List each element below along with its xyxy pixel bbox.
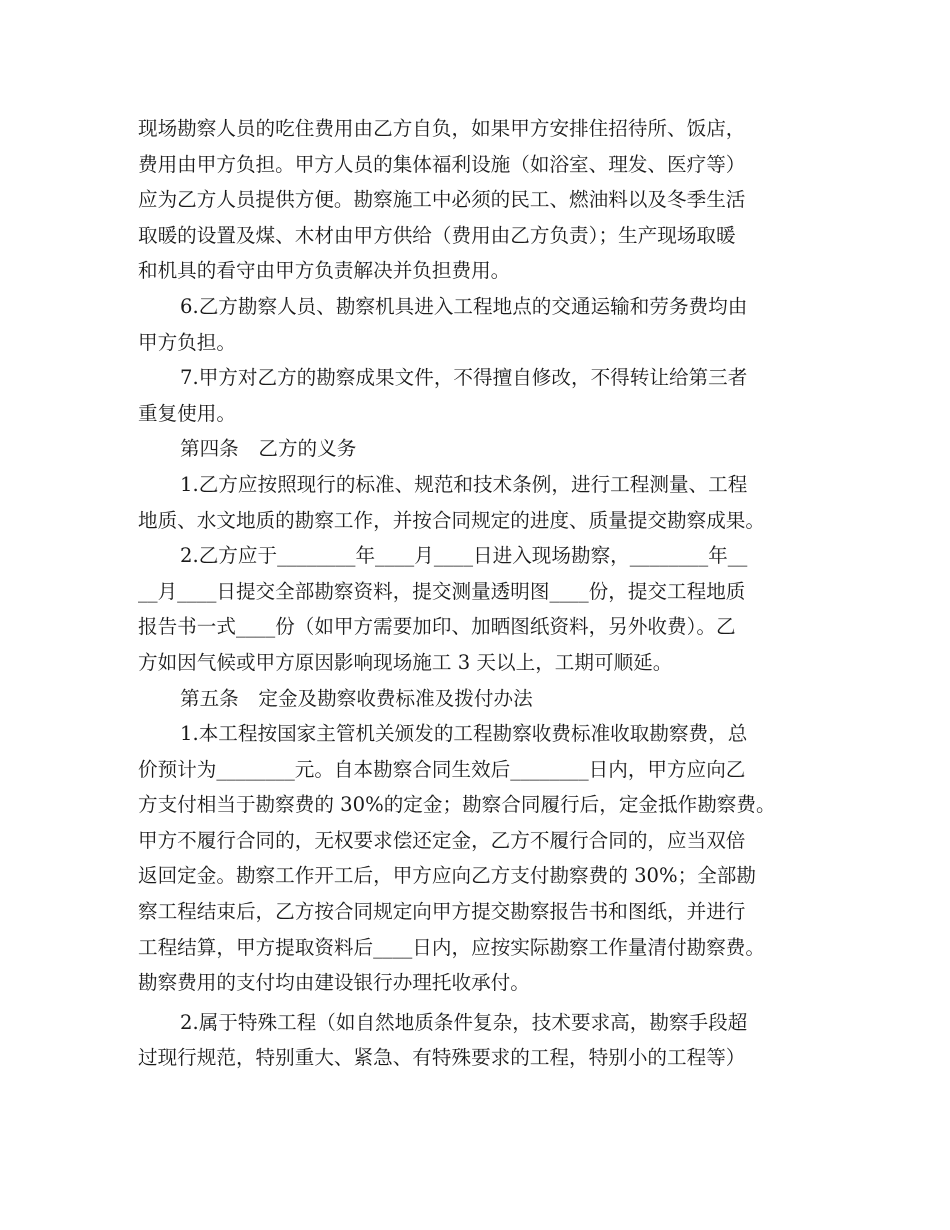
clause-item-1: 1.本工程按国家主管机关颁发的工程勘察收费标准收取勘察费，总: [180, 722, 748, 746]
article-heading-5: 第五条 定金及勘察收费标准及拨付办法: [180, 686, 533, 710]
paragraph-line: __月____日提交全部勘察资料，提交测量透明图____份，提交工程地质: [138, 579, 746, 603]
paragraph-line: 过现行规范，特别重大、紧急、有特殊要求的工程，特别小的工程等）: [138, 1046, 746, 1070]
article-heading-4: 第四条 乙方的义务: [180, 437, 357, 461]
paragraph-line: 方支付相当于勘察费的 30%的定金；勘察合同履行后，定金抵作勘察费。: [138, 793, 776, 817]
paragraph-line: 现场勘察人员的吃住费用由乙方自负，如果甲方安排住招待所、饭店，: [138, 117, 746, 140]
paragraph-line: 报告书一式____份（如甲方需要加印、加晒图纸资料，另外收费）。乙: [138, 615, 736, 639]
clause-item-6: 6.乙方勘察人员、勘察机具进入工程地点的交通运输和劳务费均由: [180, 294, 748, 318]
paragraph-line: 甲方负担。: [138, 330, 236, 354]
paragraph-line: 费用由甲方负担。甲方人员的集体福利设施（如浴室、理发、医疗等）: [138, 152, 746, 176]
paragraph-line: 和机具的看守由甲方负责解决并负担费用。: [138, 259, 511, 283]
contract-body: [138, 111, 818, 1076]
paragraph-line: 价预计为________元。自本勘察合同生效后________日内，甲方应向乙: [138, 757, 746, 781]
paragraph-line: 勘察费用的支付均由建设银行办理托收承付。: [138, 971, 530, 995]
clause-item-2: 2.乙方应于________年____月____日进入现场勘察，________年__: [180, 544, 748, 568]
clause-item-7: 7.甲方对乙方的勘察成果文件，不得擅自修改，不得转让给第三者: [180, 366, 748, 390]
paragraph-line: 取暖的设置及煤、木材由甲方供给（费用由乙方负责）；生产现场取暖: [138, 223, 736, 247]
paragraph-line: 应为乙方人员提供方便。勘察施工中必须的民工、燃油料以及冬季生活: [138, 188, 746, 212]
clause-item-2: 2.属于特殊工程（如自然地质条件复杂，技术要求高，勘察手段超: [180, 1010, 748, 1034]
paragraph-line: 甲方不履行合同的，无权要求偿还定金，乙方不履行合同的，应当双倍: [138, 828, 746, 852]
paragraph-line: 方如因气候或甲方原因影响现场施工 3 天以上，工期可顺延。: [138, 650, 673, 674]
paragraph-line: 重复使用。: [138, 401, 236, 425]
paragraph-line: 工程结算，甲方提取资料后____日内，应按实际勘察工作量清付勘察费。: [138, 935, 765, 959]
paragraph-line: 地质、水文地质的勘察工作，并按合同规定的进度、质量提交勘察成果。: [138, 508, 765, 532]
paragraph-line: 返回定金。勘察工作开工后，甲方应向乙方支付勘察费的 30%；全部勘: [138, 864, 756, 888]
paragraph-line: 察工程结束后，乙方按合同规定向甲方提交勘察报告书和图纸，并进行: [138, 900, 746, 924]
clause-item-1: 1.乙方应按照现行的标准、规范和技术条例，进行工程测量、工程: [180, 472, 748, 496]
